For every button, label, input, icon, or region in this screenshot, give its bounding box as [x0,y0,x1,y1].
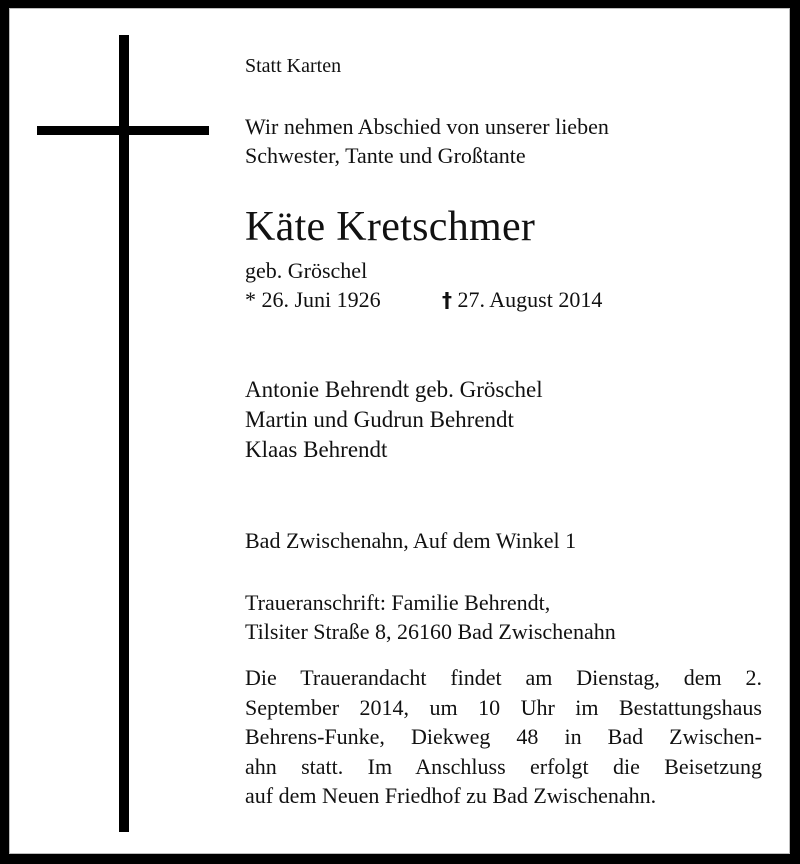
mourner-item: Klaas Behrendt [245,437,388,462]
place-line: Bad Zwischenahn, Auf dem Winkel 1 [245,528,577,553]
cross-icon-horizontal-bar [37,126,209,135]
address-line: Traueranschrift: Familie Behrendt, [245,590,551,615]
death-date-group [442,287,602,312]
service-line: auf dem Neuen Friedhof zu Bad Zwischenahn. [245,783,657,808]
mourner-item: Antonie Behrendt geb. Gröschel [245,377,543,402]
cross-icon-vertical-bar [119,35,129,832]
service-line: ahn statt. Im Anschluss erfolgt die Beisetzung [245,753,762,779]
intro-line: Wir nehmen Abschied von unserer lieben [245,114,609,139]
mourning-address [245,588,616,646]
birth-star-icon: * [245,287,256,312]
service-line: September 2014, um 10 Uhr im Bestattungshaus [245,694,762,720]
header-statt-karten: Statt Karten [245,55,342,77]
service-announcement [245,663,762,811]
intro-line: Schwester, Tante und Großtante [245,143,526,168]
intro-text [245,112,609,170]
death-date: 27. August 2014 [457,287,603,312]
deceased-name: Käte Kretschmer [245,204,536,250]
maiden-name: geb. Gröschel [245,258,368,283]
mourner-item: Martin und Gudrun Behrendt [245,407,514,432]
birth-date-group [245,285,442,314]
death-cross-icon: † [442,288,452,312]
birth-date: 26. Juni 1926 [261,287,381,312]
mourners-list [245,375,543,465]
address-line: Tilsiter Straße 8, 26160 Bad Zwischenahn [245,619,616,644]
service-line: Behrens-Funke, Diekweg 48 in Bad Zwischen- [245,724,762,749]
life-dates [245,285,602,315]
service-line: Die Trauerandacht findet am Dienstag, dem 2. [245,665,762,690]
